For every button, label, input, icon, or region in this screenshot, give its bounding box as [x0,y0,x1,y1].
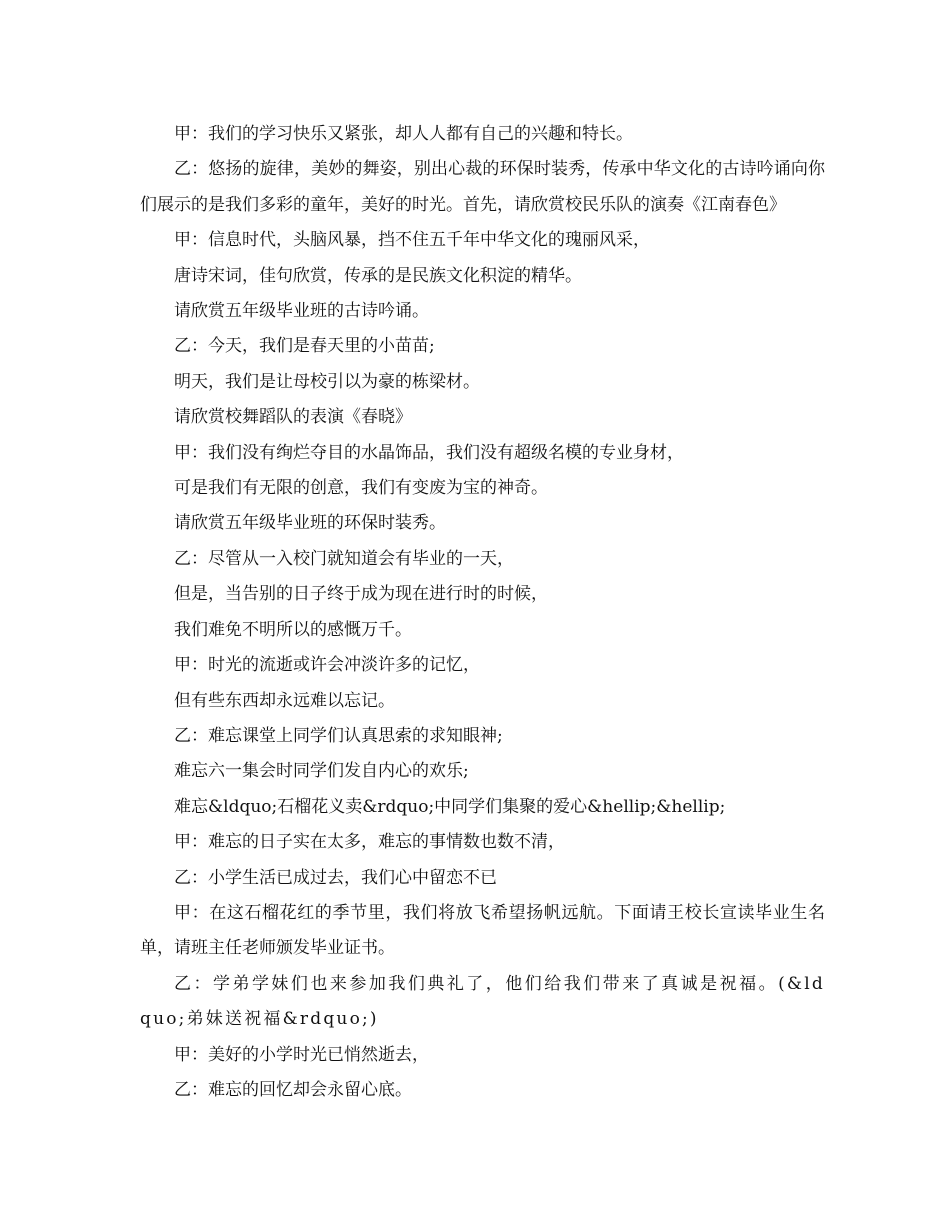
paragraph-12: 乙：尽管从一入校门就知道会有毕业的一天， [174,548,514,569]
paragraph-11: 请欣赏五年级毕业班的环保时装秀。 [174,513,446,534]
paragraph-2: 乙：悠扬的旋律，美妙的舞姿，别出心裁的环保时装秀，传承中华文化的古诗吟诵向你们展示的是我们多彩的童年，美好的时光。首先，请欣赏校民乐队的演奏《江南春色》 [140,159,825,215]
paragraph-13: 但是，当告别的日子终于成为现在进行时的时候， [174,584,548,605]
paragraph-14: 我们难免不明所以的感慨万千。 [174,619,412,640]
paragraph-16: 但有些东西却永远难以忘记。 [174,690,395,711]
paragraph-10: 可是我们有无限的创意，我们有变废为宝的神奇。 [174,478,548,499]
paragraph-3: 甲：信息时代，头脑风暴，挡不住五千年中华文化的瑰丽风采， [174,230,650,251]
paragraph-20: 甲：难忘的日子实在太多，难忘的事情数也数不清， [174,832,565,853]
paragraph-25: 乙：难忘的回忆却会永留心底。 [174,1079,412,1100]
paragraph-15: 甲：时光的流逝或许会冲淡许多的记忆， [174,655,480,676]
paragraph-5: 请欣赏五年级毕业班的古诗吟诵。 [174,301,429,322]
paragraph-24: 甲：美好的小学时光已悄然逝去， [174,1044,429,1065]
paragraph-7: 明天，我们是让母校引以为豪的栋梁材。 [174,371,480,392]
paragraph-9: 甲：我们没有绚烂夺目的水晶饰品，我们没有超级名模的专业身材， [174,442,684,463]
paragraph-8: 请欣赏校舞蹈队的表演《春晓》 [174,407,412,428]
paragraph-21: 乙：小学生活已成过去，我们心中留恋不已 [174,867,497,888]
paragraph-6: 乙：今天，我们是春天里的小苗苗; [174,336,435,357]
paragraph-23: 乙：学弟学妹们也来参加我们典礼了，他们给我们带来了真诚是祝福。(&ldquo;弟妹送祝福&rdquo;) [140,973,825,1030]
paragraph-22: 甲：在这石榴花红的季节里，我们将放飞希望扬帆远航。下面请王校长宣读毕业生名单，请班主任老师颁发毕业证书。 [140,902,825,959]
paragraph-1: 甲：我们的学习快乐又紧张，却人人都有自己的兴趣和特长。 [174,124,633,144]
paragraph-18: 难忘六一集会时同学们发自内心的欢乐; [174,761,469,782]
paragraph-4: 唐诗宋词，佳句欣赏，传承的是民族文化积淀的精华。 [174,265,582,286]
paragraph-17: 乙：难忘课堂上同学们认真思索的求知眼神; [174,725,503,746]
document-body [140,117,825,1108]
paragraph-19: 难忘&ldquo;石榴花义卖&rdquo;中同学们集聚的爱心&hellip;&hellip; [174,796,726,817]
